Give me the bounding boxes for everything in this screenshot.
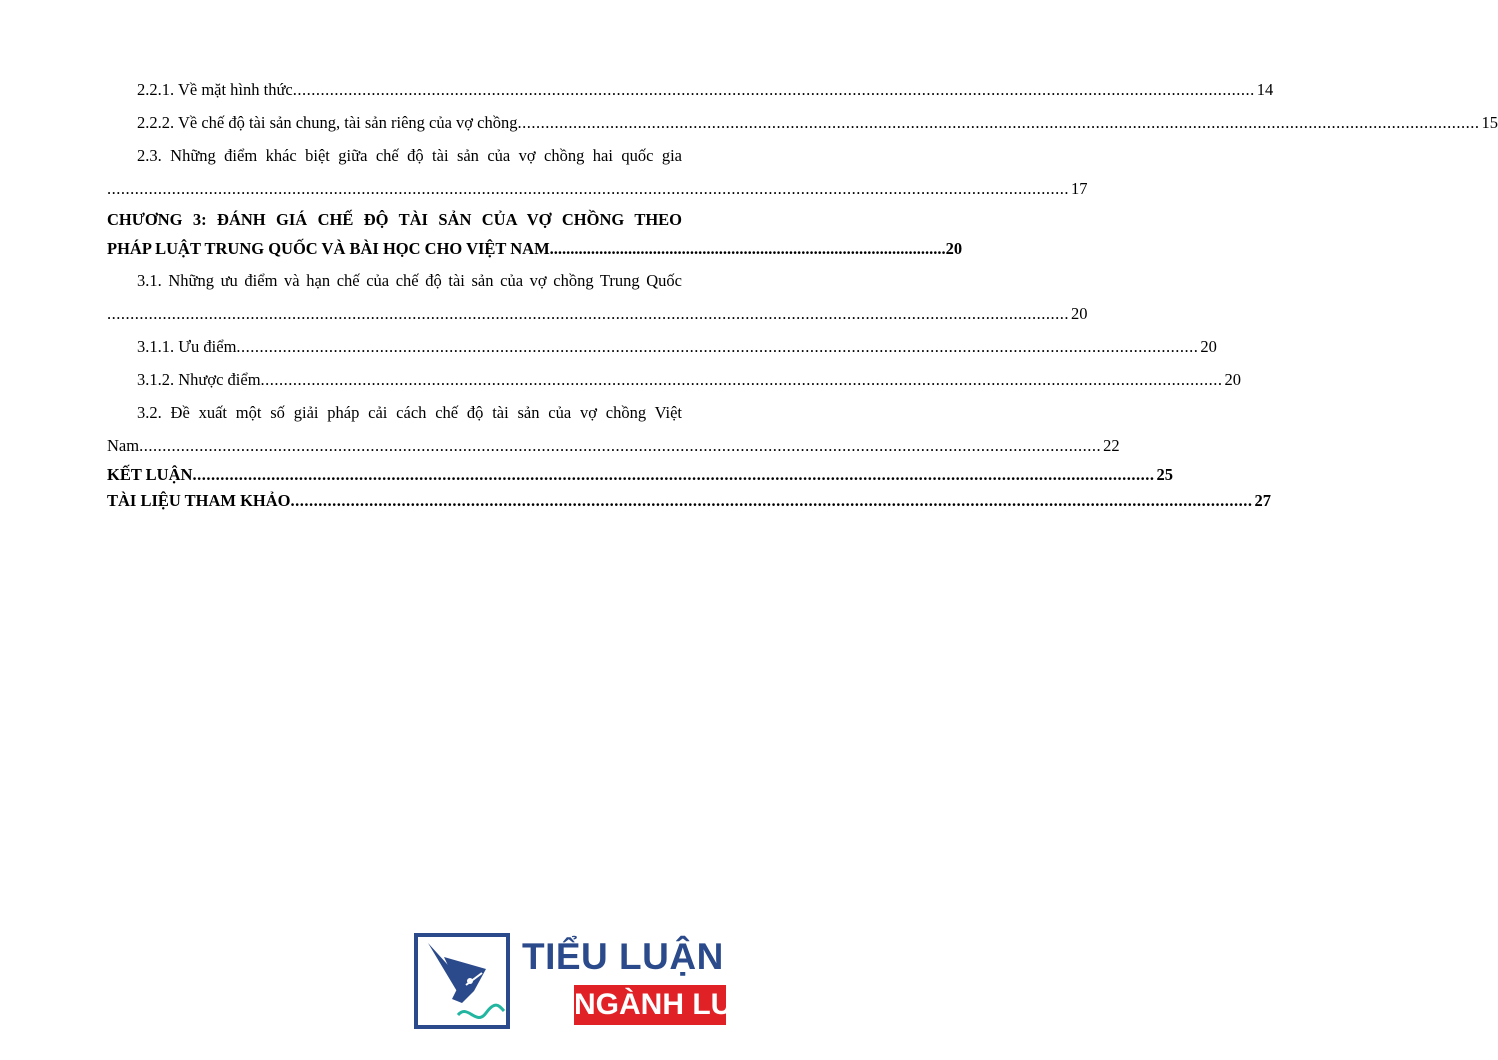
toc-entry-title: 3.1.2. Nhược điểm — [137, 370, 261, 389]
toc-entry-2-2-1[interactable] — [107, 73, 1274, 106]
toc-leader-dots — [293, 73, 1255, 106]
toc-leader-dots — [192, 462, 1154, 487]
table-of-contents — [107, 73, 1498, 515]
toc-page-number: 15 — [1481, 113, 1498, 132]
toc-leader-dots — [261, 363, 1223, 396]
brand-name-line2: NGÀNH LUẬT — [574, 985, 726, 1025]
toc-page-number: 25 — [1156, 465, 1173, 484]
toc-chapter-3[interactable] — [107, 205, 963, 264]
toc-leader-dots — [107, 172, 1069, 205]
toc-page-number: 20 — [1200, 337, 1217, 356]
toc-entry-2-2-2[interactable] — [107, 106, 1498, 139]
toc-leader-dots — [517, 106, 1479, 139]
toc-entry-title: 2.2.1. Về mặt hình thức — [137, 80, 293, 99]
toc-entry-title: TÀI LIỆU THAM KHẢO — [107, 491, 291, 510]
toc-leader-dots — [550, 234, 946, 264]
toc-entry-title-cont: Nam — [107, 436, 140, 455]
brand-logo — [414, 930, 773, 1030]
toc-entry-3-2[interactable] — [107, 396, 1120, 462]
toc-tai-lieu-tham-khao[interactable] — [107, 487, 1272, 515]
toc-entry-3-1-1[interactable] — [107, 330, 1217, 363]
toc-entry-2-3[interactable] — [107, 139, 1088, 205]
toc-entry-title: KẾT LUẬN — [107, 465, 193, 484]
toc-entry-title: 3.1.1. Ưu điểm — [137, 337, 237, 356]
toc-leader-dots — [107, 297, 1069, 330]
toc-leader-dots — [139, 429, 1101, 462]
toc-page-number: 22 — [1103, 436, 1120, 455]
toc-chapter-title-cont: PHÁP LUẬT TRUNG QUỐC VÀ BÀI HỌC CHO VIỆT NAM — [107, 239, 550, 258]
toc-page-number: 20 — [945, 239, 963, 258]
toc-ket-luan[interactable] — [107, 462, 1173, 487]
toc-entry-title: 2.3. Những điểm khác biệt giữa chế độ tài sản của vợ chồng hai quốc gia — [137, 146, 682, 165]
toc-entry-3-1-2[interactable] — [107, 363, 1242, 396]
toc-entry-title: 2.2.2. Về chế độ tài sản chung, tài sản riêng của vợ chồng — [137, 113, 518, 132]
brand-name-line1: TIỂU LUẬN — [522, 936, 724, 977]
pen-nib-icon — [414, 933, 510, 1029]
toc-entry-3-1[interactable] — [107, 264, 1088, 330]
toc-page-number: 20 — [1071, 304, 1088, 323]
toc-page-number: 20 — [1224, 370, 1242, 389]
toc-page-number: 27 — [1254, 491, 1272, 510]
toc-page-number: 17 — [1071, 179, 1088, 198]
toc-chapter-title: CHƯƠNG 3: ĐÁNH GIÁ CHẾ ĐỘ TÀI SẢN CỦA VỢ CHỒNG THEO — [107, 210, 682, 229]
toc-leader-dots — [236, 330, 1198, 363]
toc-entry-title: 3.2. Đề xuất một số giải pháp cải cách chế độ tài sản của vợ chồng Việt — [137, 403, 682, 422]
toc-leader-dots — [291, 487, 1253, 515]
toc-page-number: 14 — [1256, 80, 1274, 99]
toc-entry-title: 3.1. Những ưu điểm và hạn chế của chế độ tài sản của vợ chồng Trung Quốc — [137, 271, 682, 290]
